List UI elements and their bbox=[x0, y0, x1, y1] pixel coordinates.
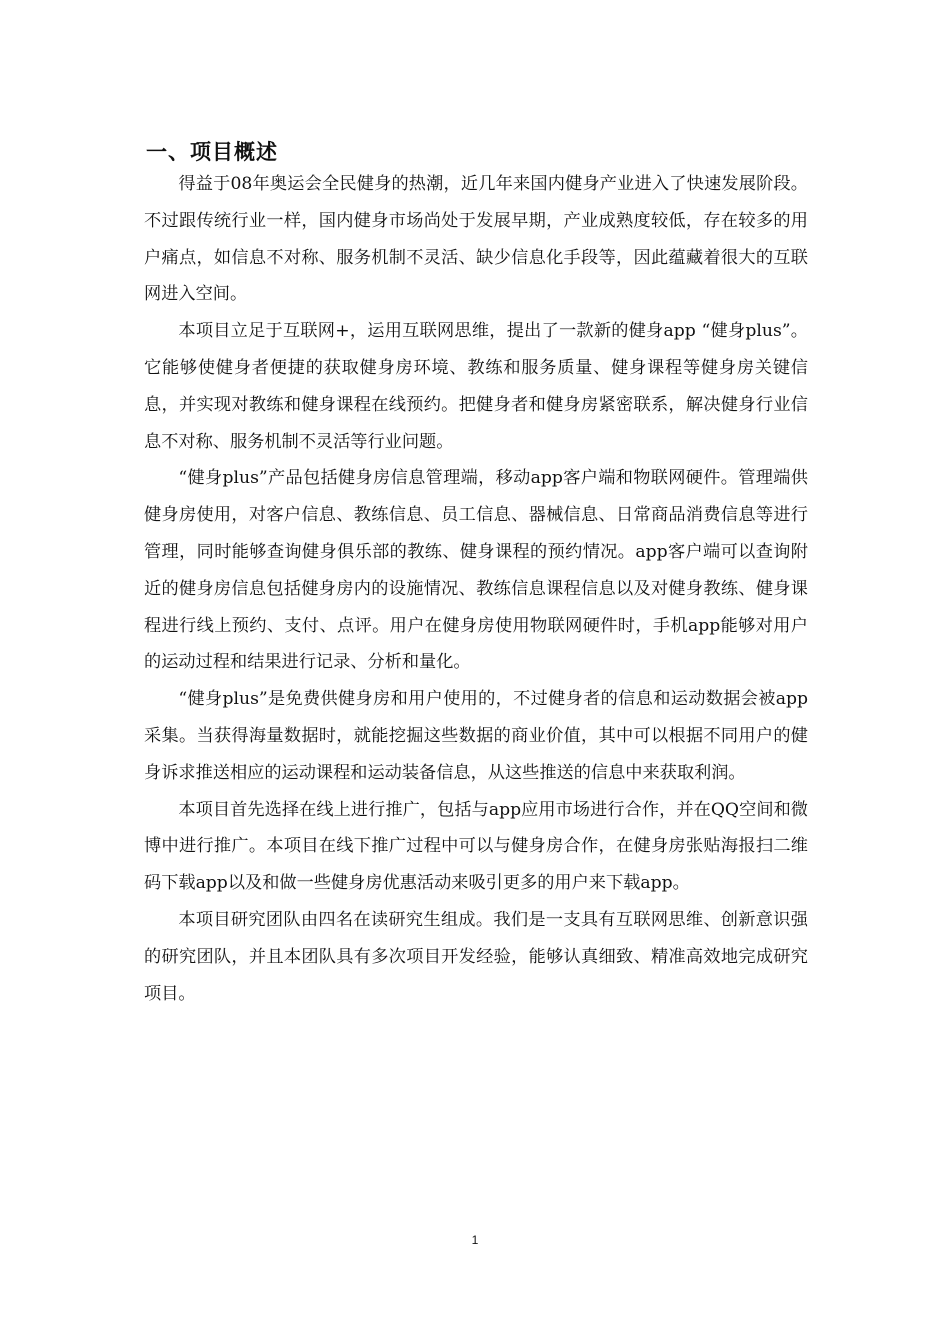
page-number: 1 bbox=[471, 1233, 479, 1247]
paragraph-promotion: 本项目首先选择在线上进行推广，包括与app应用市场进行合作，并在QQ空间和微博中进行推广。本项目在线下推广过程中可以与健身房合作，在健身房张贴海报扫二维码下载app以及和做一些健身房优惠活动来吸引更多的用户来下载app。 bbox=[144, 799, 808, 894]
section-heading: 一、项目概述 bbox=[146, 140, 278, 164]
paragraph-background: 得益于08年奥运会全民健身的热潮，近几年来国内健身产业进入了快速发展阶段。不过跟传统行业一样，国内健身市场尚处于发展早期，产业成熟度较低，存在较多的用户痛点，如信息不对称、服务机制不灵活、缺少信息化手段等，因此蕴藏着很大的互联网进入空间。 bbox=[144, 174, 808, 305]
paragraph-team: 本项目研究团队由四名在读研究生组成。我们是一支具有互联网思维、创新意识强的研究团队，并且本团队具有多次项目开发经验，能够认真细致、精准高效地完成研究项目。 bbox=[144, 909, 808, 1004]
paragraph-product-intro: 本项目立足于互联网+，运用互联网思维，提出了一款新的健身app “健身plus”。它能够使健身者便捷的获取健身房环境、教练和服务质量、健身课程等健身房关键信息，并实现对教练和健身课程在线预约。把健身者和健身房紧密联系，解决健身行业信息不对称、服务机制不灵活等行业问题。 bbox=[144, 321, 808, 452]
paragraph-business-model: “健身plus”是免费供健身房和用户使用的，不过健身者的信息和运动数据会被app采集。当获得海量数据时，就能挖掘这些数据的商业价值，其中可以根据不同用户的健身诉求推送相应的运动课程和运动装备信息，从这些推送的信息中来获取利润。 bbox=[144, 689, 808, 783]
document-body bbox=[144, 166, 808, 1012]
paragraph-product-components: “健身plus”产品包括健身房信息管理端，移动app客户端和物联网硬件。管理端供健身房使用，对客户信息、教练信息、员工信息、器械信息、日常商品消费信息等进行管理，同时能够查询健身俱乐部的教练、健身课程的预约情况。app客户端可以查询附近的健身房信息包括健身房内的设施情况、教练信息课程信息以及对健身教练、健身课程进行线上预约、支付、点评。用户在健身房使用物联网硬件时，手机app能够对用户的运动过程和结果进行记录、分析和量化。 bbox=[144, 468, 808, 673]
